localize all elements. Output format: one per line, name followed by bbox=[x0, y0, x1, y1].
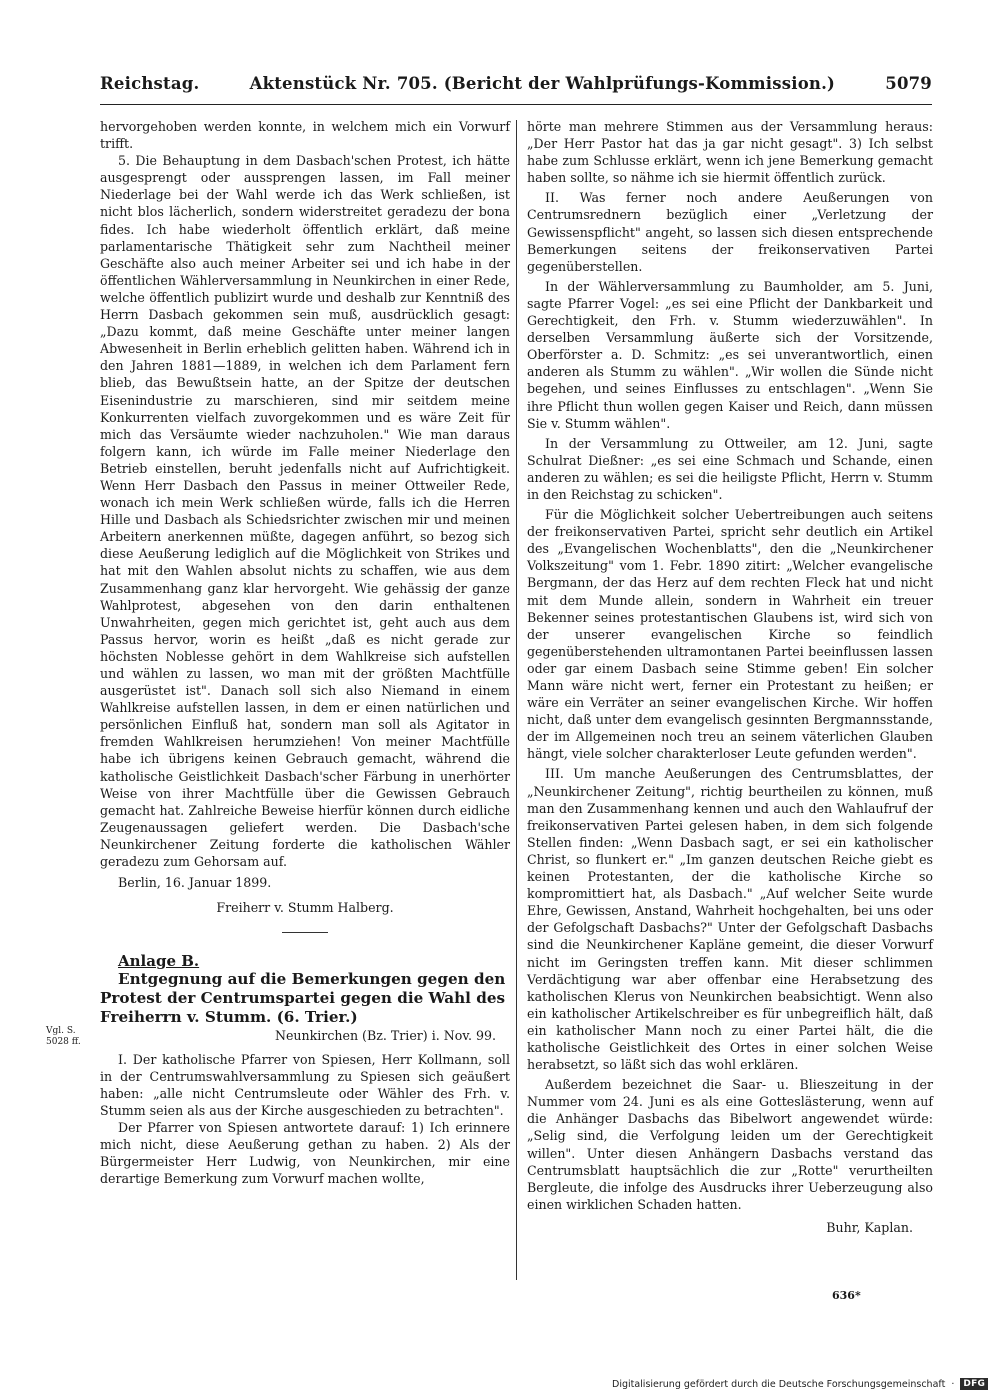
paragraph: II. Was ferner noch andere Aeußerungen von Centrumsrednern bezüglich einer „Verletzung der Gewissenspflicht" angeht, so lassen sich diesen entsprechende Bemerkungen seitens der freikonservativen Partei gegenüberstellen. bbox=[527, 190, 933, 274]
dateline: Berlin, 16. Januar 1899. bbox=[118, 875, 272, 891]
right-column bbox=[527, 118, 933, 1236]
paragraph: Der Pfarrer von Spiesen antwortete darauf: 1) Ich erinnere mich nicht, diese Aeußerung gethan zu haben. 2) Als der Bürgermeister Herr Ludwig, von Neunkirchen, mir eine derartige Bemerkung zum Vorwurf machen wollte, bbox=[100, 1119, 510, 1187]
page-number: 5079 bbox=[885, 74, 932, 93]
anlage-title: Entgegnung auf die Bemerkungen gegen den Protest der Centrumspartei gegen die Wahl des Freiherrn v. Stumm. (6. Trier.) bbox=[100, 970, 506, 1027]
dfg-logo-icon: DFG bbox=[960, 1378, 988, 1390]
signature: Freiherr v. Stumm Halberg. bbox=[216, 900, 394, 916]
paragraph: hörte man mehrere Stimmen aus der Versammlung heraus: „Der Herr Pastor hat das ja gar nicht gesagt". 3) Ich selbst habe zum Schlusse erklärt, wenn ich jene Bemerkung gemacht haben sollte, so nähme ich sie hiermit öffentlich zurück. bbox=[527, 119, 933, 186]
paragraph: Für die Möglichkeit solcher Uebertreibungen auch seitens der freikonservativen Partei, spricht sehr deutlich ein Artikel des „Evangelischen Wochenblatts", den die „Neunkirchener Volkszeitung" vom 1. Febr. 1890 zitirt: „Welcher evangelische Bergmann, der das Herz auf dem rechten Fleck hat und nicht mit dem Munde allein, sondern in Wahrheit ein treuer Bekenner seines protestantischen Glaubens ist, wird sich von der unserer evangelischen Kirche so feindlich gegenüberstehenden ultramontanen Partei beeinflussen lassen oder gar einem Dasbach seine Stimme geben! Ein solcher Mann wäre nicht wert, ferner ein Protestant zu heißen; er wäre ein Verräter an seiner evangelischen Kirche. Wir hoffen nicht, daß unter dem evangelisch gesinnten Bergmannsstande, der im Allgemeinen noch treu an seinem väterlichen Glauben hängt, viele solcher charakterloser Leute gefunden werden". bbox=[527, 507, 933, 762]
page-header bbox=[100, 74, 932, 98]
margin-note: Vgl. S. 5028 ff. bbox=[46, 1026, 81, 1047]
left-column bbox=[100, 118, 510, 1187]
signature: Buhr, Kaplan. bbox=[826, 1219, 913, 1235]
header-title: Aktenstück Nr. 705. (Bericht der Wahlprüfungs-Kommission.) bbox=[249, 74, 836, 93]
place-date: Neunkirchen (Bz. Trier) i. Nov. 99. bbox=[274, 1028, 496, 1044]
paragraph: I. Der katholische Pfarrer von Spiesen, Herr Kollmann, soll in der Centrumswahlversammlung zu Spiesen sich geäußert haben: „alle nicht Centrumsleute oder Wähler des Frh. v. Stumm seien als aus der Kirche ausgeschieden zu betrachten". bbox=[100, 1051, 510, 1118]
paragraph: hervorgehoben werden konnte, in welchem mich ein Vorwurf trifft. bbox=[100, 119, 510, 152]
paragraph: III. Um manche Aeußerungen des Centrumsblattes, der „Neunkirchener Zeitung", richtig beurtheilen zu können, muß man den Zusammenhang kennen und auch den Wahlaufruf der freikonservativen Partei gelesen haben, in dem sich folgende Stellen finden: „Wenn Dasbach sagt, er sei ein katholischer Christ, so flunkert er." „Im ganzen deutschen Reiche giebt es keinen Protestanten, der die katholische Kirche so kompromittiert hat, als Dasbach." „Auf welcher Seite wurde Ehre, Gewissen, Anstand, Wahrheit hochgehalten, bei uns oder der Gefolgschaft Dasbachs?" Unter der Gefolgschaft Dasbachs sind die Neunkirchener Kapläne gemeint, die dieser Vorwurf nicht im Geringsten treffen kann. Mit dieser schlimmen Verdächtigung war aber offenbar eine Herabsetzung des katholischen Klerus von Neunkirchen beabsichtigt. Wenn also ein katholischer Artikelschreiber es für unbegreiflich hält, daß ein katholischer Mann noch zu einer Partei hält, die die katholische Geistlichkeit des Ortes in einer solchen Weise herabsetzt, so läßt sich das wohl erklären. bbox=[527, 766, 933, 1073]
footer-text: Digitalisierung gefördert durch die Deutsche Forschungsgemeinschaft bbox=[612, 1378, 946, 1390]
paragraph: Außerdem bezeichnet die Saar- u. Blieszeitung in der Nummer vom 24. Juni es als eine Gotteslästerung, wenn auf die Anhänger Dasbachs das Bibelwort angewendet würde: „Selig sind, die Verfolgung leiden um der Gerechtigkeit willen". Unter diesen Anhängern Dasbachs verstand das Centrumsblatt hauptsächlich die zur „Rotte" verurtheilten Bergleute, die infolge des Ausdrucks ihrer Ueberzeugung also einen wirklichen Schaden hatten. bbox=[527, 1077, 933, 1212]
footer-separator: · bbox=[951, 1378, 955, 1390]
footer bbox=[612, 1378, 988, 1390]
page-mark: 636* bbox=[832, 1289, 861, 1302]
separator-rule bbox=[282, 932, 328, 933]
paragraph: In der Versammlung zu Ottweiler, am 12. Juni, sagte Schulrat Dießner: „es sei eine Schmach und Schande, einen anderen zu wählen; es sei die heiligste Pflicht, Herrn v. Stumm in den Reichstag zu schicken". bbox=[527, 435, 933, 502]
column-divider bbox=[516, 120, 517, 1280]
paragraph: 5. Die Behauptung in dem Dasbach'schen Protest, ich hätte ausgesprengt oder aussprengen lassen, im Fall meiner Niederlage bei der Wahl werde ich das Werk schließen, ist nicht blos lächerlich, sondern widerstreitet geradezu der bona fides. Ich habe wiederholt öffentlich erklärt, daß meine parlamentarische Thätigkeit sehr zum Nachtheil meiner Geschäfte also auch meiner Arbeiter sei und ich habe in der öffentlichen Wählerversammlung in Neunkirchen in einer Rede, welche öffentlich publizirt wurde und deshalb zur Kenntniß des Herrn Dasbach gekommen sein muß, ausdrücklich gesagt: „Dazu kommt, daß meine Geschäfte unter meiner langen Abwesenheit in Berlin erheblich gelitten haben. Während ich in den Jahren 1881—1889, in welchen ich dem Parlament fern blieb, das Bewußtsein hatte, an der Spitze der deutschen Eisenindustrie zu marschieren, sind mir seitdem meine Konkurrenten vielfach zuvorgekommen und es wäre Zeit für mich das Versäumte wieder nachzuholen." Wie man daraus folgern kann, ich würde im Falle meiner Niederlage den Betrieb einstellen, beruht jedenfalls nicht auf Aufrichtigkeit. Wenn Herr Dasbach den Passus in meiner Ottweiler Rede, wonach ich mein Werk schließen würde, falls ich die Herren Hille und Dasbach als Schiedsrichter zwischen mir und meinen Arbeitern anerkennen müßte, dagegen anführt, so bezog sich diese Aeußerung lediglich auf die Möglichkeit von Strikes und hat mit den Wahlen absolut nichts zu schaffen, wie aus dem Zusammenhang ganz klar hervorgeht. Wie gehässig der ganze Wahlprotest, abgesehen von den darin enthaltenen Unwahrheiten, gegen mich gerichtet ist, geht auch aus dem Passus hervor, worin es heißt „daß es nicht gerade zur höchsten Noblesse gehört in dem Wahlkreise sich aufstellen und wählen zu lassen, wo man mit der größten Machtfülle ausgerüstet ist". Danach soll sich also Niemand in einem Wahlkreise aufstellen lassen, in dem er einen natürlichen und persönlichen Einfluß hat, sondern man soll als Agitator in fremden Wahlkreisen herumziehen! Von meiner Machtfülle habe ich übrigens keinen Gebrauch gemacht, während die katholische Geistlichkeit Dasbach'scher Färbung in unerhörter Weise von ihrer Machtfülle über die Gewissen Gebrauch gemacht hat. Zahlreiche Beweise hierfür können durch eidliche Zeugenaussagen geliefert werden. Die Dasbach'sche Neunkirchener Zeitung forderte die katholischen Wähler geradezu zum Gehorsam auf. bbox=[100, 153, 510, 870]
header-rule bbox=[100, 104, 932, 105]
header-left: Reichstag. bbox=[100, 74, 200, 93]
anlage-heading: Anlage B. bbox=[118, 952, 200, 971]
paragraph: In der Wählerversammlung zu Baumholder, am 5. Juni, sagte Pfarrer Vogel: „es sei eine Pflicht der Dankbarkeit und Gerechtigkeit, den Frh. v. Stumm wiederzuwählen". In derselben Versammlung äußerte sich der Vorsitzende, Oberförster a. D. Schmitz: „es sei unverantwortlich, einen anderen als Stumm zu wählen". „Wir wollen die Sünde nicht begehen, und seines Einflusses zu entschlagen". „Wenn Sie ihre Pflicht thun wollen gegen Kaiser und Reich, dann müssen Sie v. Stumm wählen". bbox=[527, 278, 933, 431]
